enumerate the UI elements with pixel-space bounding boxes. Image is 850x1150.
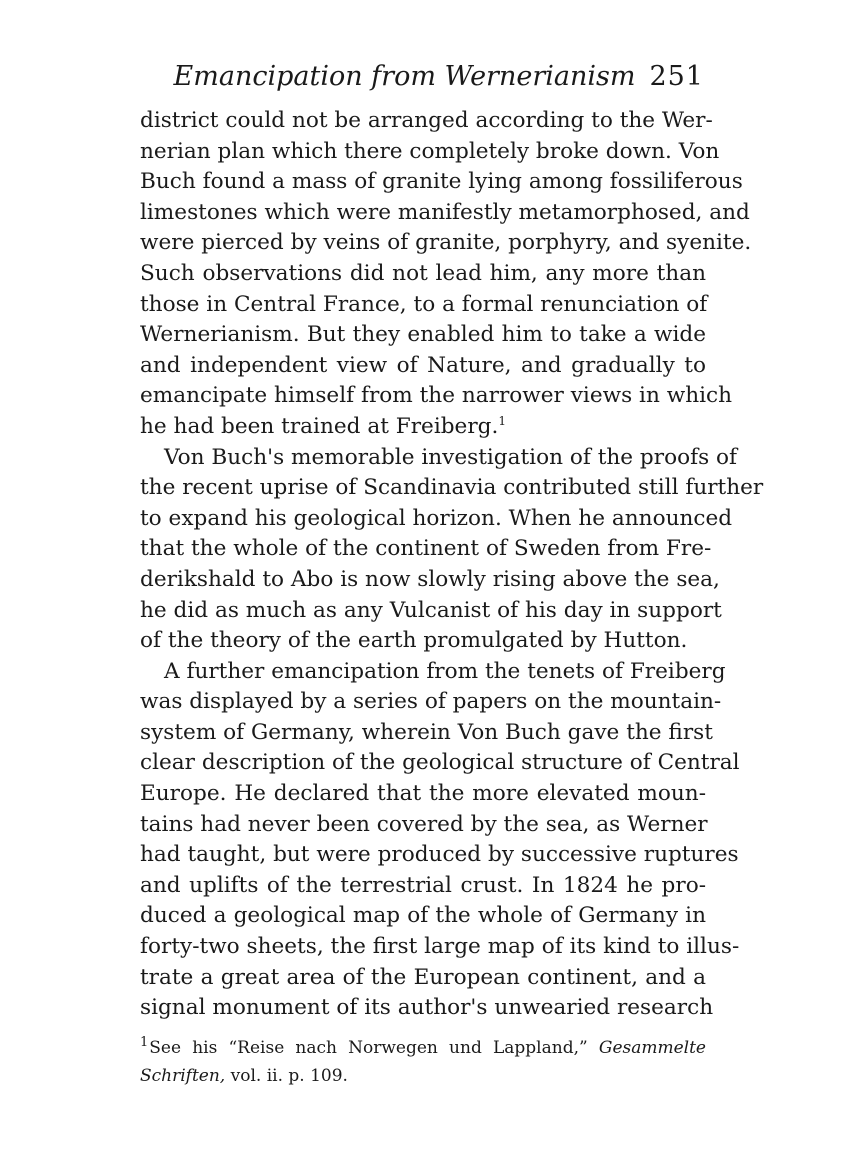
text-line: and independent view of Nature, and gradually to bbox=[140, 352, 706, 378]
text-line: and uplifts of the terrestrial crust. In 1824 he pro- bbox=[140, 872, 706, 898]
footnote bbox=[140, 1034, 706, 1090]
paragraph-1 bbox=[140, 106, 752, 443]
running-head bbox=[140, 60, 706, 94]
text-line: nerian plan which there completely broke down. Von bbox=[140, 138, 720, 164]
text-line: were pierced by veins of granite, porphyry, and syenite. bbox=[140, 230, 752, 256]
text-line: that the whole of the continent of Sweden from Fre- bbox=[140, 536, 712, 562]
text-line: Von Buch's memorable investigation of the proofs of bbox=[164, 444, 738, 470]
text-line: those in Central France, to a formal renunciation of bbox=[140, 291, 708, 317]
text-line: emancipate himself from the narrower views in which bbox=[140, 383, 733, 409]
text-line: district could not be arranged according to the Wer- bbox=[140, 108, 713, 133]
footnote-text: See his “Reise nach Norwegen und Lappland,” bbox=[149, 1037, 599, 1058]
text-line: tains had never been covered by the sea, as Werner bbox=[140, 811, 708, 837]
text-line: was displayed by a series of papers on the mountain- bbox=[140, 689, 722, 715]
footnote-marker: 1 bbox=[140, 1035, 149, 1051]
body-text bbox=[140, 106, 764, 1024]
paragraph-2 bbox=[140, 443, 764, 657]
book-page bbox=[140, 60, 764, 1090]
text-line: A further emancipation from the tenets of Freiberg bbox=[164, 658, 726, 684]
text-line: derikshald to Abo is now slowly rising above the sea, bbox=[140, 566, 720, 592]
page-number: 251 bbox=[649, 61, 704, 92]
text-segment: he had been trained at Freiberg. bbox=[140, 413, 499, 439]
text-line: Buch found a mass of granite lying among fossiliferous bbox=[140, 169, 743, 195]
text-line: Such observations did not lead him, any more than bbox=[140, 260, 706, 286]
text-line: forty-two sheets, the first large map of its kind to illus- bbox=[140, 934, 740, 960]
text-line: clear description of the geological structure of Central bbox=[140, 750, 740, 776]
text-line: had taught, but were produced by successive ruptures bbox=[140, 842, 739, 868]
text-line: Wernerianism. But they enabled him to take a wide bbox=[140, 322, 706, 348]
text-line: he did as much as any Vulcanist of his day in support bbox=[140, 597, 722, 623]
text-line: signal monument of its author's unwearied research bbox=[140, 995, 714, 1021]
paragraph-3 bbox=[140, 657, 740, 1024]
footnote-line bbox=[140, 1062, 706, 1090]
footnote-text: vol. ii. p. 109. bbox=[225, 1065, 348, 1086]
text-line: to expand his geological horizon. When he announced bbox=[140, 505, 733, 531]
text-line: limestones which were manifestly metamorphosed, and bbox=[140, 199, 750, 225]
text-line: system of Germany, wherein Von Buch gave the first bbox=[140, 719, 713, 745]
footnote-line bbox=[140, 1034, 706, 1062]
footnote-italic-title: Gesammelte bbox=[598, 1037, 706, 1058]
text-line: trate a great area of the European continent, and a bbox=[140, 964, 706, 990]
running-title: Emancipation from Wernerianism bbox=[173, 61, 636, 92]
text-line: of the theory of the earth promulgated by Hutton. bbox=[140, 628, 688, 654]
text-line: duced a geological map of the whole of Germany in bbox=[140, 903, 706, 929]
text-line bbox=[140, 412, 706, 443]
text-line: the recent uprise of Scandinavia contributed still further bbox=[140, 475, 764, 501]
footnote-italic-title: Schriften, bbox=[140, 1065, 226, 1086]
text-line: Europe. He declared that the more elevated moun- bbox=[140, 781, 706, 807]
footnote-reference: 1 bbox=[498, 413, 506, 428]
